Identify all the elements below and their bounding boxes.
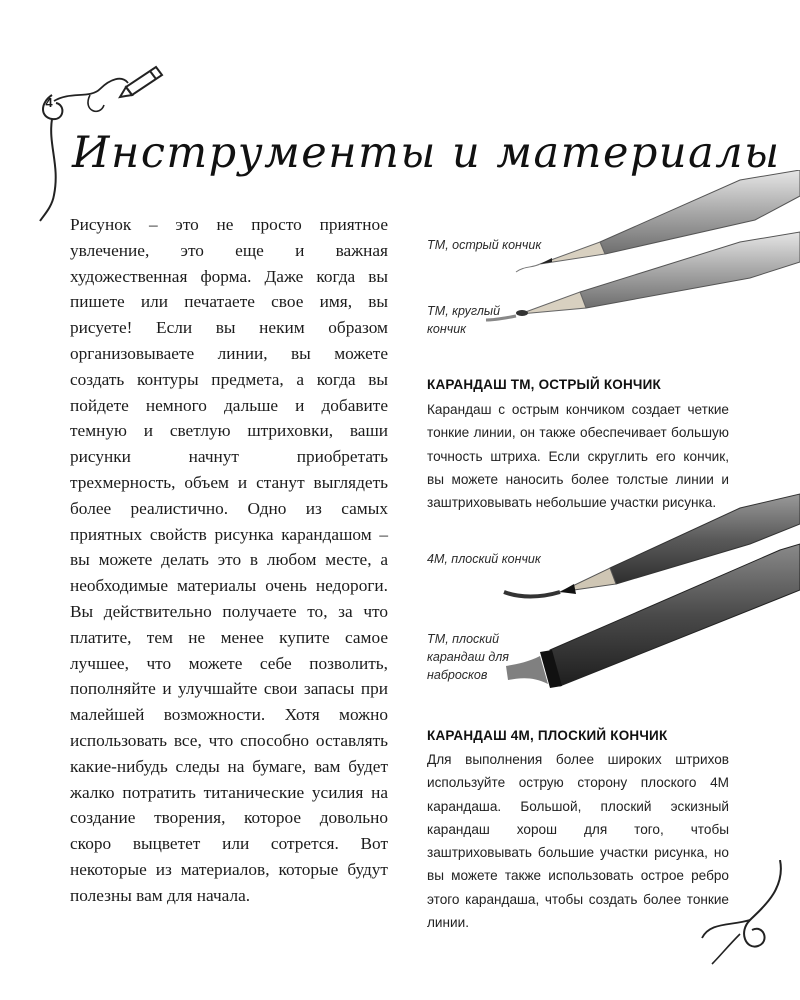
caption-tm-round: ТМ, круглый кончик bbox=[427, 304, 501, 336]
caption-tm-sharp: ТМ, острый кончик bbox=[427, 238, 542, 252]
caption-4m-flat: 4М, плоский кончик bbox=[427, 552, 541, 566]
caption-tm-sketch: ТМ, плоский карандаш для набросков bbox=[427, 632, 509, 682]
section-heading-tm: КАРАНДАШ ТМ, ОСТРЫЙ КОНЧИК bbox=[427, 377, 661, 392]
section-text-tm: Карандаш с острым кончиком создает четкие тонкие линии, он также обеспечивает большую точность штриха. Если скруглить его кончик, вы можете наносить более толстые линии и заштриховывать небольшие участки рисунка. bbox=[427, 402, 729, 511]
section-text-4m: Для выполнения более широких штрихов используйте острую сторону плоского 4М карандаша. Большой, плоский эскизный карандаш хорош для того, чтобы заштриховывать большие участки рисунка, но вы можете также использовать острое ребро этого карандаша, чтобы создать более тонкие линии. bbox=[427, 752, 729, 931]
intro-paragraph: Рисунок – это не просто приятное увлечение, это еще и важная художественная форма. Даже когда вы пишете или печатаете свое имя, вы рисуете! Если вы неким образом организовываете линии, вы можете создать контуры предмета, а когда вы пойдете немного дальше и добавите темную и светлую штриховки, ваши рисунки начнут приобретать трехмерность, объем и станут выглядеть более реалистично. Одно из самых приятных свойств рисунка карандашом – вы можете делать это в любом месте, а необходимые материалы очень недороги. Вы действительно получаете то, за что платите, тем не менее купите самое лучшее, что можете себе позволить, пополняйте и улучшайте свои запасы при малейшей возможности. Хотя можно использовать все, что способно оставлять какие-нибудь следы на бумаге, вам будет жалко потратить титанические усилия на создание творения, которое довольно скоро выцветет или сотрется. Вот некоторые из материалов, которые будут полезны вам для начала. bbox=[70, 215, 388, 905]
section-heading-4m: КАРАНДАШ 4М, ПЛОСКИЙ КОНЧИК bbox=[427, 728, 668, 743]
page-title: Инструменты и материалы bbox=[72, 128, 781, 178]
page-number: 4 bbox=[45, 95, 53, 110]
